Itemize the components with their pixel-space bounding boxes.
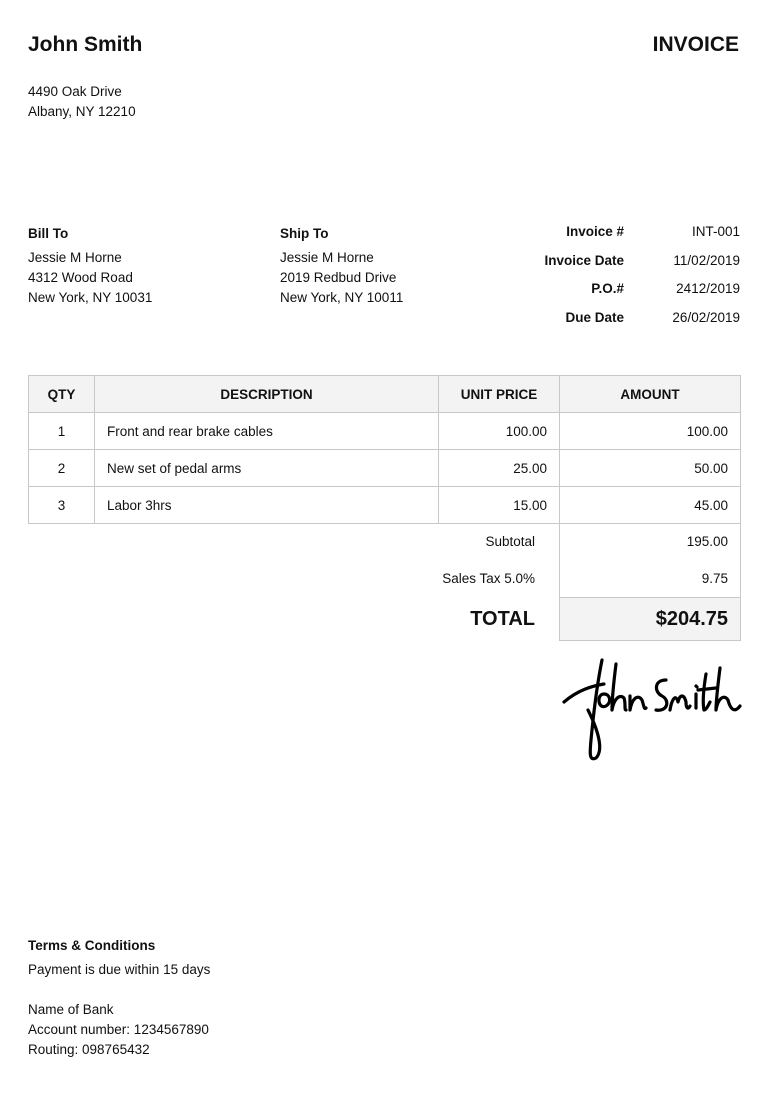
cell-amount: 100.00 <box>560 413 741 450</box>
cell-qty: 2 <box>29 450 95 487</box>
total-value: $204.75 <box>559 597 741 641</box>
meta-row-invoice-date <box>504 253 740 282</box>
subtotal-row <box>28 523 741 560</box>
cell-description: Front and rear brake cables <box>95 413 439 450</box>
table-row <box>29 487 741 524</box>
cell-amount: 50.00 <box>560 450 741 487</box>
sender-address-line2: Albany, NY 12210 <box>28 104 136 119</box>
tax-value: 9.75 <box>559 560 741 597</box>
cell-unit-price: 15.00 <box>439 487 560 524</box>
table-row <box>29 450 741 487</box>
totals-section <box>28 523 741 641</box>
bank-name: Name of Bank <box>28 1002 114 1017</box>
ship-to-heading: Ship To <box>280 226 329 241</box>
meta-value: 26/02/2019 <box>672 309 740 325</box>
ship-to-address-line1: 2019 Redbud Drive <box>280 270 397 285</box>
meta-label: P.O.# <box>591 281 624 296</box>
bill-to-name: Jessie M Horne <box>28 250 122 265</box>
line-items-table <box>28 375 741 524</box>
bill-to-address-line1: 4312 Wood Road <box>28 270 133 285</box>
total-label: TOTAL <box>470 607 535 630</box>
total-row <box>28 597 741 641</box>
meta-value: 2412/2019 <box>676 281 740 296</box>
bill-to-block <box>28 224 152 308</box>
terms-heading: Terms & Conditions <box>28 938 156 953</box>
column-header-description: DESCRIPTION <box>95 376 439 413</box>
bill-to-address-line2: New York, NY 10031 <box>28 290 153 305</box>
invoice-meta <box>504 224 740 338</box>
table-row <box>29 413 741 450</box>
cell-unit-price: 25.00 <box>439 450 560 487</box>
sender-address-line1: 4490 Oak Drive <box>28 84 122 99</box>
bill-to-heading: Bill To <box>28 226 69 241</box>
spacer <box>28 980 210 1000</box>
column-header-amount: AMOUNT <box>560 376 741 413</box>
ship-to-block <box>280 224 403 308</box>
terms-section <box>28 936 210 1060</box>
subtotal-label: Subtotal <box>485 534 535 549</box>
ship-to-address-line2: New York, NY 10011 <box>280 290 404 305</box>
meta-label: Invoice Date <box>544 252 624 268</box>
cell-unit-price: 100.00 <box>439 413 560 450</box>
cell-description: New set of pedal arms <box>95 450 439 487</box>
meta-row-invoice-number <box>504 224 740 253</box>
routing-number: Routing: 098765432 <box>28 1042 150 1057</box>
table-header-row <box>29 376 741 413</box>
meta-value: 11/02/2019 <box>673 252 740 268</box>
cell-amount: 45.00 <box>560 487 741 524</box>
meta-row-po-number <box>504 281 740 310</box>
column-header-qty: QTY <box>29 376 95 413</box>
column-header-unit-price: UNIT PRICE <box>439 376 560 413</box>
account-number: Account number: 1234567890 <box>28 1022 209 1037</box>
tax-row <box>28 560 741 597</box>
tax-label: Sales Tax 5.0% <box>442 571 535 586</box>
meta-label: Due Date <box>565 309 624 325</box>
meta-label: Invoice # <box>566 224 624 239</box>
meta-row-due-date <box>504 310 740 339</box>
ship-to-name: Jessie M Horne <box>280 250 374 265</box>
document-title: INVOICE <box>652 33 739 56</box>
sender-address <box>28 82 136 122</box>
signature-image <box>558 650 744 775</box>
meta-value: INT-001 <box>691 224 740 239</box>
subtotal-value: 195.00 <box>559 523 741 560</box>
cell-qty: 1 <box>29 413 95 450</box>
signature-scribble-icon <box>558 650 744 770</box>
sender-name: John Smith <box>28 33 143 56</box>
payment-terms: Payment is due within 15 days <box>28 962 211 977</box>
cell-description: Labor 3hrs <box>95 487 439 524</box>
cell-qty: 3 <box>29 487 95 524</box>
